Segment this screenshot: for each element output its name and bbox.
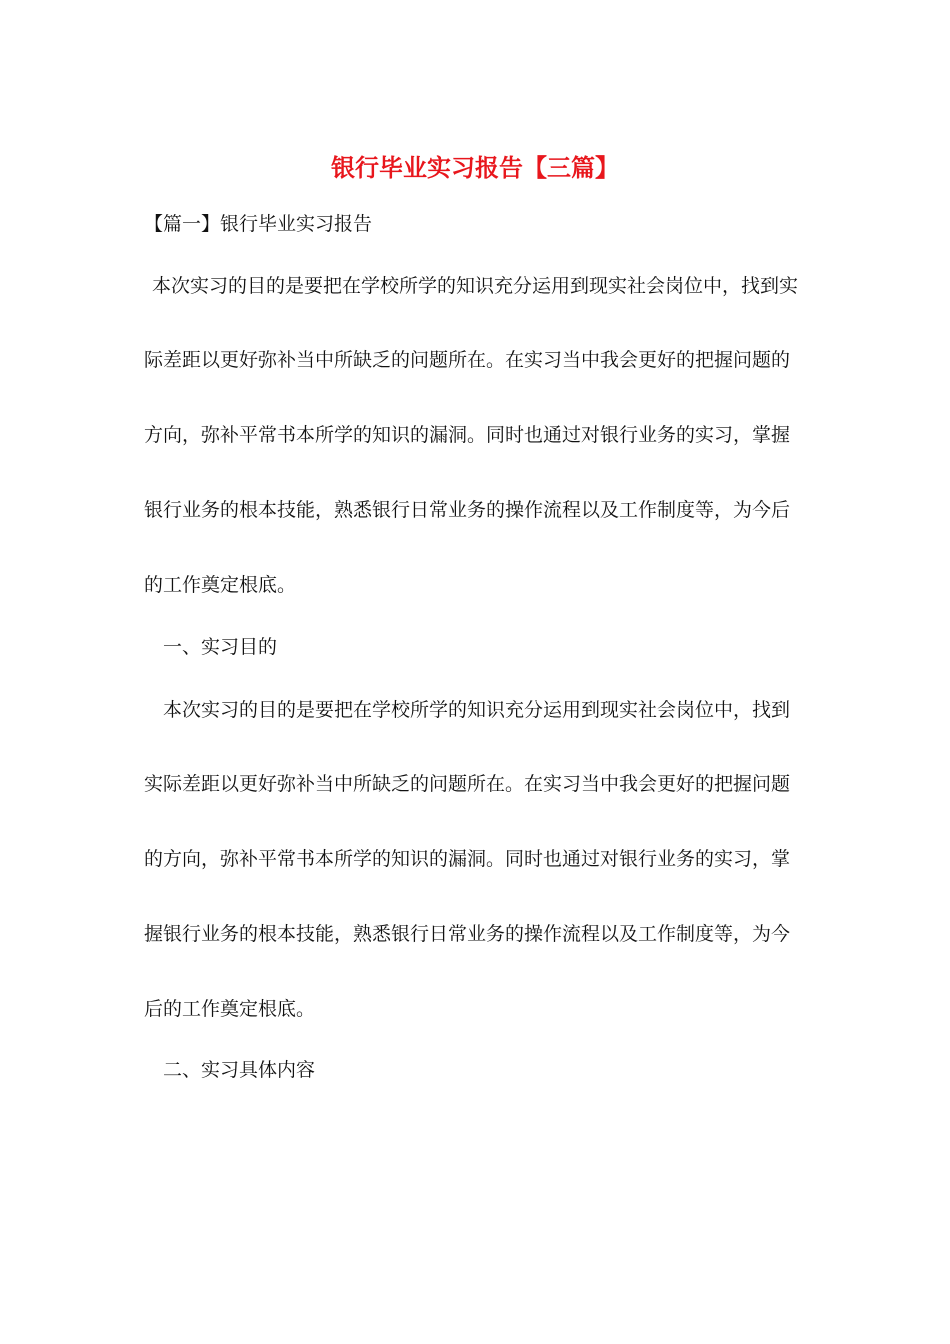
- paragraph1-line-1: 本次实习的目的是要把在学校所学的知识充分运用到现实社会岗位中，找到实: [152, 275, 799, 297]
- section1-heading: 一、实习目的: [163, 636, 278, 658]
- paragraph2-line-1: 本次实习的目的是要把在学校所学的知识充分运用到现实社会岗位中，找到: [163, 699, 791, 721]
- paragraph2-line-5: 后的工作奠定根底。: [144, 998, 316, 1020]
- document-title: 银行毕业实习报告【三篇】: [331, 153, 619, 182]
- paragraph2-line-4: 握银行业务的根本技能，熟悉银行日常业务的操作流程以及工作制度等，为今: [144, 923, 791, 945]
- section2-heading: 二、实习具体内容: [163, 1059, 316, 1081]
- paragraph2-line-3: 的方向，弥补平常书本所学的知识的漏洞。同时也通过对银行业务的实习，掌: [144, 848, 791, 870]
- paragraph2-line-2: 实际差距以更好弥补当中所缺乏的问题所在。在实习当中我会更好的把握问题: [144, 773, 791, 795]
- paragraph1-line-5: 的工作奠定根底。: [144, 574, 297, 596]
- part1-heading: 【篇一】银行毕业实习报告: [144, 213, 373, 235]
- paragraph1-line-4: 银行业务的根本技能，熟悉银行日常业务的操作流程以及工作制度等，为今后: [144, 499, 791, 521]
- paragraph1-line-2: 际差距以更好弥补当中所缺乏的问题所在。在实习当中我会更好的把握问题的: [144, 349, 791, 371]
- paragraph1-line-3: 方向，弥补平常书本所学的知识的漏洞。同时也通过对银行业务的实习，掌握: [144, 424, 791, 446]
